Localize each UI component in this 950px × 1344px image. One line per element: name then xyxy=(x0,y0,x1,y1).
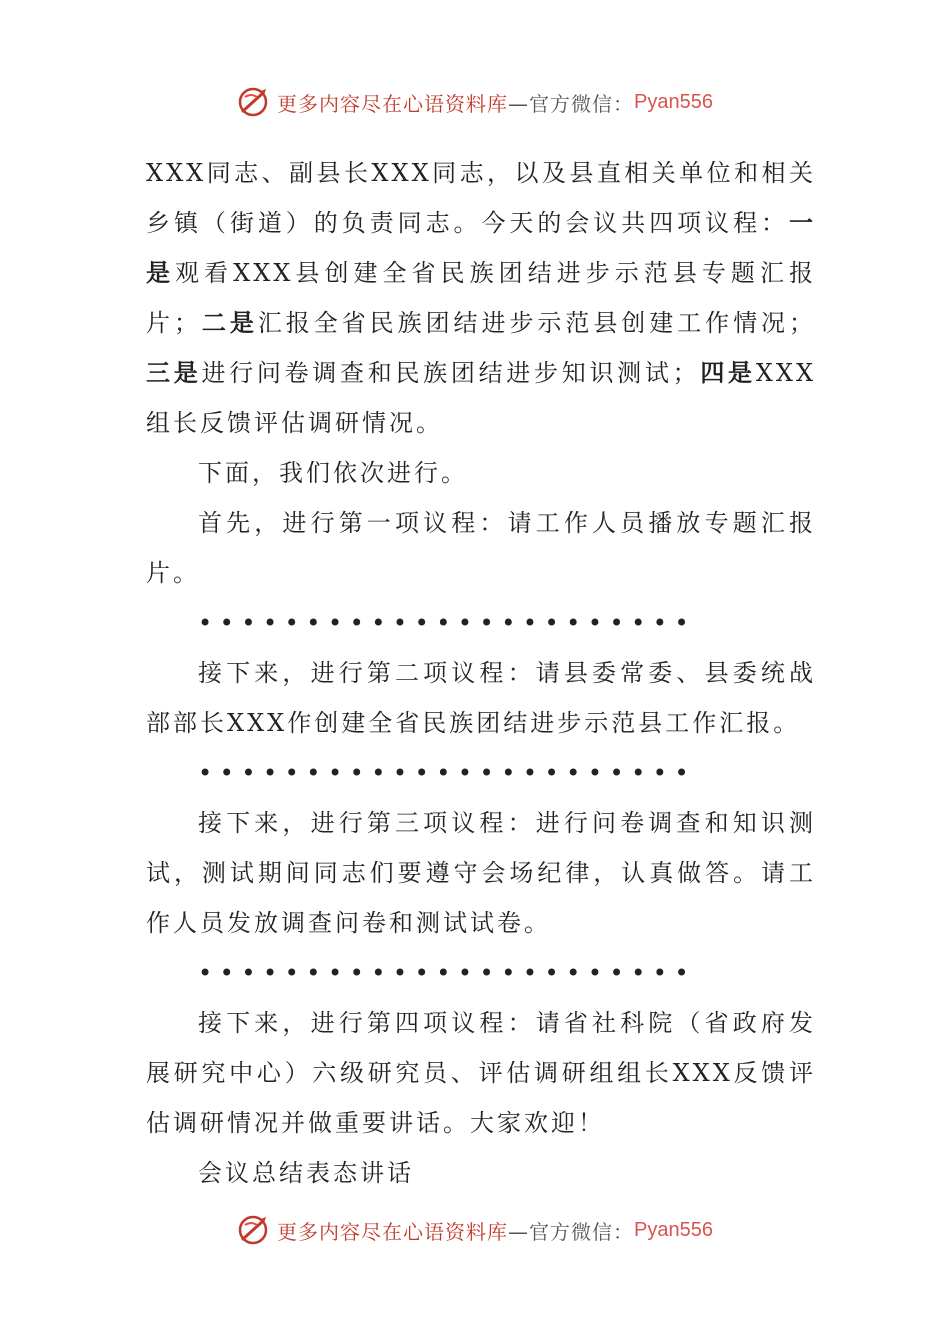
pen-swirl-logo-icon xyxy=(237,85,271,119)
header-banner xyxy=(0,82,950,122)
agenda-item4-text: XXX组长反馈评估调研情况。 xyxy=(146,359,817,437)
document-body xyxy=(146,148,816,1198)
banner-title: 更多内容尽在心语资料库 xyxy=(277,91,509,116)
agenda-item2-text: 汇报全省民族团结进步示范县创建工作情况； xyxy=(257,309,817,337)
agenda-item3-text: 进行问卷调查和民族团结进步知识测试； xyxy=(201,359,700,387)
paragraph-closing-heading: 会议总结表态讲话 xyxy=(198,1159,414,1187)
banner-title: 更多内容尽在心语资料库 xyxy=(277,1219,509,1244)
paragraph-item-four: 接下来，进行第四项议程：请省社科院（省政府发展研究中心）六级研究员、评估调研组组长XXX反馈评估调研情况并做重要讲话。大家欢迎！ xyxy=(146,1009,816,1137)
paragraph-agenda-intro xyxy=(146,148,816,448)
agenda-intro-text: XXX同志、副县长XXX同志，以及县直相关单位和相关乡镇（街道）的负责同志。今天的会议共四项议程： xyxy=(146,159,816,237)
paragraph-proceed: 下面，我们依次进行。 xyxy=(198,459,468,487)
pen-swirl-logo-icon xyxy=(237,1213,271,1247)
paragraph-item-three: 接下来，进行第三项议程：进行问卷调查和知识测试，测试期间同志们要遵守会场纪律，认真做答。请工作人员发放调查问卷和测试试卷。 xyxy=(146,809,816,937)
agenda-item1-label: 一是 xyxy=(146,208,816,287)
banner-separator: —官方微信： xyxy=(508,1219,635,1244)
dots-separator: ••••••••••••••••••••••• xyxy=(198,759,697,787)
footer-banner xyxy=(0,1210,950,1250)
banner-wechat-handle: Pyan556 xyxy=(634,1218,713,1241)
banner-separator: —官方微信： xyxy=(508,91,635,116)
banner-wechat-handle: Pyan556 xyxy=(634,90,713,113)
agenda-item1-text: 观看XXX县创建全省民族团结进步示范县专题汇报片； xyxy=(146,259,817,337)
agenda-item4-label: 四是 xyxy=(699,358,756,387)
dots-separator: ••••••••••••••••••••••• xyxy=(198,959,697,987)
paragraph-item-one: 首先，进行第一项议程：请工作人员播放专题汇报片。 xyxy=(146,509,816,587)
dots-separator: ••••••••••••••••••••••• xyxy=(198,609,697,637)
agenda-item2-label: 二是 xyxy=(200,308,258,337)
paragraph-item-two: 接下来，进行第二项议程：请县委常委、县委统战部部长XXX作创建全省民族团结进步示范县工作汇报。 xyxy=(146,659,816,737)
agenda-item3-label: 三是 xyxy=(146,358,202,387)
